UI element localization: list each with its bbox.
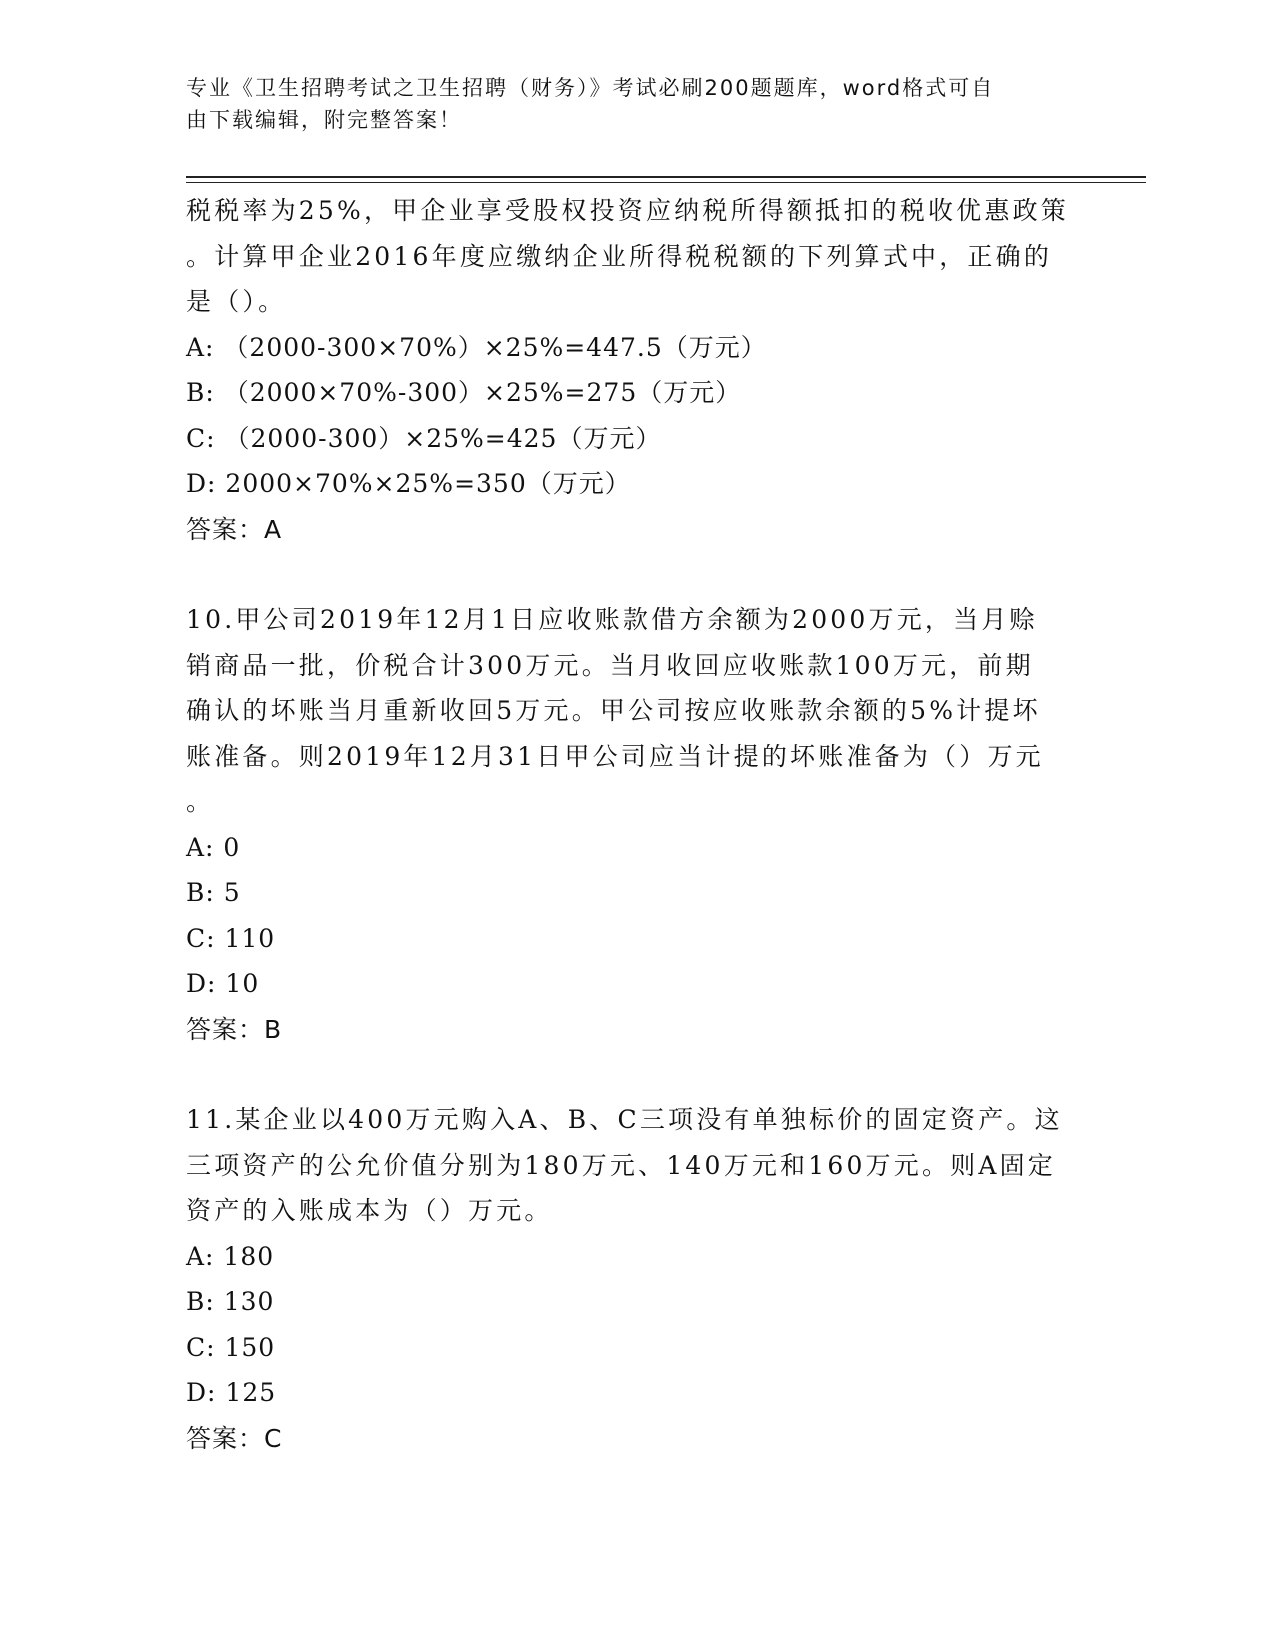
question-text-line: 资产的入账成本为（）万元。 (186, 1196, 553, 1225)
header-line-1: 专业《卫生招聘考试之卫生招聘（财务）》考试必刷200题题库，word格式可自 (186, 76, 995, 100)
question-text-line: 销商品一批，价税合计300万元。当月收回应收账款100万元，前期 (186, 650, 1034, 680)
option-c: C: 110 (186, 923, 276, 953)
option-b: B: （2000×70%-300）×25%=275（万元） (186, 378, 742, 407)
option-d: D: 2000×70%×25%=350（万元） (186, 469, 631, 498)
question-text-line: 11.某企业以400万元购入A、B、C三项没有单独标价的固定资产。这 (186, 1105, 1063, 1134)
header-line-2: 由下载编辑，附完整答案！ (186, 108, 462, 132)
option-a: A: （2000-300×70%）×25%=447.5（万元） (186, 332, 767, 362)
option-b: B: 130 (186, 1287, 275, 1316)
option-c: C: （2000-300）×25%=425（万元） (186, 423, 662, 453)
question-spacer (186, 1052, 1086, 1097)
question-list (186, 188, 1086, 1461)
answer-line: 答案：B (186, 1014, 283, 1044)
question-text-line: 。计算甲企业2016年度应缴纳企业所得税税额的下列算式中，正确的 (186, 241, 1053, 271)
question-text-line: 。 (186, 787, 215, 816)
header-divider-thick (186, 176, 1146, 178)
answer-line: 答案：C (186, 1423, 283, 1453)
answer-line: 答案：A (186, 514, 283, 544)
option-a: A: 0 (186, 832, 241, 862)
option-d: D: 10 (186, 969, 260, 998)
question-block-11 (186, 1097, 1086, 1461)
question-spacer (186, 552, 1086, 597)
option-d: D: 125 (186, 1378, 277, 1407)
question-text-line: 是（）。 (186, 287, 287, 316)
question-text-line: 三项资产的公允价值分别为180万元、140万元和160万元。则A固定 (186, 1150, 1057, 1180)
document-header (186, 72, 1066, 136)
question-text-line: 10.甲公司2019年12月1日应收账款借方余额为2000万元，当月赊 (186, 605, 1038, 634)
option-c: C: 150 (186, 1332, 276, 1362)
option-a: A: 180 (186, 1241, 275, 1271)
header-divider-thin (186, 182, 1146, 183)
question-block-10 (186, 597, 1086, 1052)
question-text-line: 确认的坏账当月重新收回5万元。甲公司按应收账款余额的5%计提坏 (186, 696, 1041, 725)
option-b: B: 5 (186, 878, 241, 907)
question-text-line: 账准备。则2019年12月31日甲公司应当计提的坏账准备为（）万元 (186, 741, 1044, 771)
question-text-line: 税税率为25%，甲企业享受股权投资应纳税所得额抵扣的税收优惠政策 (186, 196, 1069, 225)
question-block-1 (186, 188, 1086, 552)
